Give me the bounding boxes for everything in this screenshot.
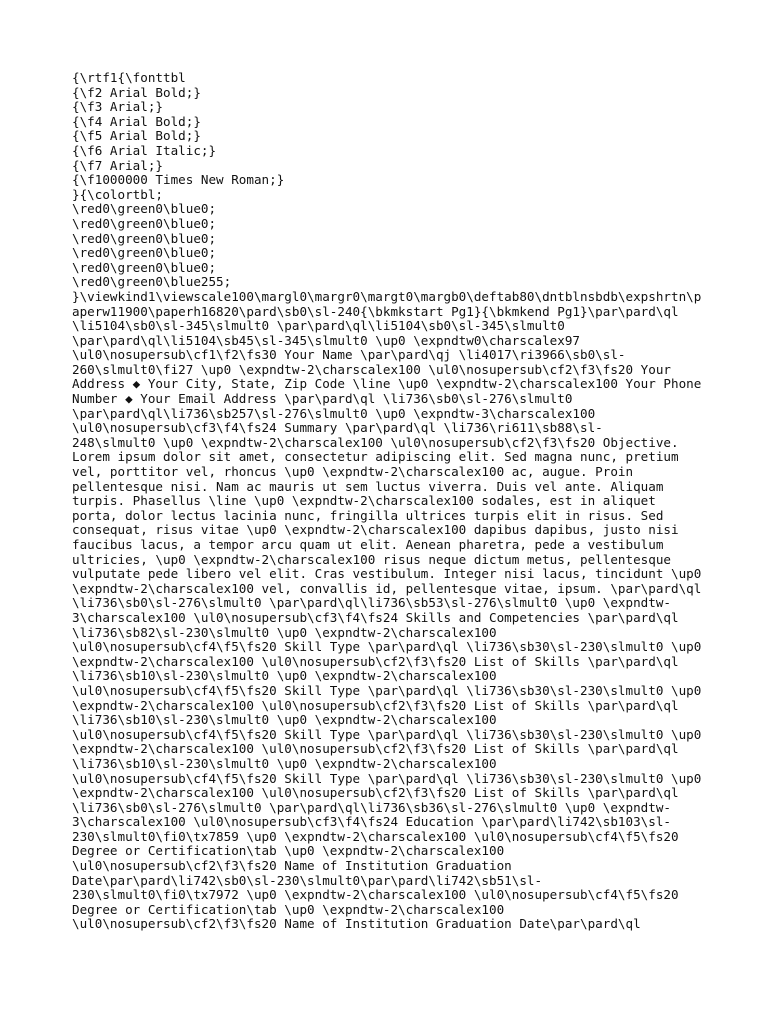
text-line: consequat, risus vitae \up0 \expndtw-2\charscalex100 dapibus dapibus, justo nisi — [72, 522, 679, 538]
text-line: \red0\green0\blue0; — [72, 201, 217, 217]
text-line: faucibus lacus, a tempor arcu quam ut elit. Aenean pharetra, pede a vestibulum — [72, 537, 664, 552]
text-line: \red0\green0\blue255; — [72, 274, 232, 290]
text-line: \red0\green0\blue0; — [72, 215, 217, 231]
text-line: Date\par\pard\li742\sb0\sl-230\slmult0\par\pard\li742\sb51\sl- — [72, 872, 543, 888]
text-line: \li736\sb0\sl-276\slmult0 \par\pard\ql\li736\sb36\sl-276\slmult0 \up0 \expndtw- — [72, 799, 671, 815]
text-line: \li736\sb10\sl-230\slmult0 \up0 \expndtw-2\charscalex100 — [72, 712, 497, 728]
text-line: {\f5 Arial Bold;} — [72, 128, 201, 144]
text-line: }{\colortbl; — [72, 186, 163, 202]
text-line: Address ◆ Your City, State, Zip Code \line \up0 \expndtw-2\charscalex100 Your Phone — [72, 376, 702, 392]
text-line: {\rtf1{\fonttbl — [72, 70, 186, 85]
text-line: {\f2 Arial Bold;} — [72, 84, 201, 100]
text-line: \expndtw-2\charscalex100 \ul0\nosupersub\cf2\f3\fs20 List of Skills \par\pard\ql — [72, 785, 679, 801]
text-line: \expndtw-2\charscalex100 \ul0\nosupersub\cf2\f3\fs20 List of Skills \par\pard\ql — [72, 741, 679, 757]
text-line: 3\charscalex100 \ul0\nosupersub\cf3\f4\fs24 Education \par\pard\li742\sb103\sl- — [72, 814, 671, 830]
text-line: \ul0\nosupersub\cf4\f5\fs20 Skill Type \par\pard\ql \li736\sb30\sl-230\slmult0 \up0 — [72, 682, 702, 698]
text-line: Degree or Certification\tab \up0 \expndtw-2\charscalex100 — [72, 843, 505, 859]
text-line: \red0\green0\blue0; — [72, 245, 217, 261]
text-line: 230\slmult0\fi0\tx7859 \up0 \expndtw-2\charscalex100 \ul0\nosupersub\cf4\f5\fs20 — [72, 828, 679, 844]
text-line: ultricies, \up0 \expndtw-2\charscalex100 risus neque dictum metus, pellentesque — [72, 551, 671, 567]
text-line: Degree or Certification\tab \up0 \expndtw-2\charscalex100 — [72, 901, 505, 917]
text-line: \par\pard\ql\li5104\sb45\sl-345\slmult0 \up0 \expndtw0\charscalex97 — [72, 332, 580, 348]
text-line: aperw11900\paperh16820\pard\sb0\sl-240{\bkmkstart Pg1}{\bkmkend Pg1}\par\pard\ql — [72, 303, 679, 319]
rtf-source-text — [72, 71, 762, 932]
text-line: {\f7 Arial;} — [72, 157, 163, 173]
text-line: \expndtw-2\charscalex100 \ul0\nosupersub\cf2\f3\fs20 List of Skills \par\pard\ql — [72, 697, 679, 713]
text-line: \ul0\nosupersub\cf3\f4\fs24 Summary \par\pard\ql \li736\ri611\sb88\sl- — [72, 420, 603, 436]
text-line: \ul0\nosupersub\cf4\f5\fs20 Skill Type \par\pard\ql \li736\sb30\sl-230\slmult0 \up0 — [72, 639, 702, 655]
text-line: {\f6 Arial Italic;} — [72, 142, 217, 158]
text-line: \li5104\sb0\sl-345\slmult0 \par\pard\ql\li5104\sb0\sl-345\slmult0 — [72, 318, 565, 334]
text-line: {\f1000000 Times New Roman;} — [72, 172, 285, 188]
text-line: \li736\sb10\sl-230\slmult0 \up0 \expndtw-2\charscalex100 — [72, 755, 497, 771]
text-line: {\f4 Arial Bold;} — [72, 113, 201, 129]
text-line: pellentesque nisi. Nam ac mauris ut sem luctus viverra. Duis vel ante. Aliquam — [72, 478, 664, 494]
text-line: 260\slmult0\fi27 \up0 \expndtw-2\charscalex100 \ul0\nosupersub\cf2\f3\fs20 Your — [72, 361, 671, 377]
text-line: \red0\green0\blue0; — [72, 259, 217, 275]
text-line: \ul0\nosupersub\cf4\f5\fs20 Skill Type \par\pard\ql \li736\sb30\sl-230\slmult0 \up0 — [72, 770, 702, 786]
text-line: Number ◆ Your Email Address \par\pard\ql \li736\sb0\sl-276\slmult0 — [72, 391, 573, 407]
text-line: \li736\sb82\sl-230\slmult0 \up0 \expndtw-2\charscalex100 — [72, 624, 497, 640]
text-line: \li736\sb10\sl-230\slmult0 \up0 \expndtw-2\charscalex100 — [72, 668, 497, 684]
text-line: vel, porttitor vel, rhoncus \up0 \expndtw-2\charscalex100 ac, augue. Proin — [72, 464, 634, 480]
text-line: \li736\sb0\sl-276\slmult0 \par\pard\ql\li736\sb53\sl-276\slmult0 \up0 \expndtw- — [72, 595, 671, 611]
text-line: 248\slmult0 \up0 \expndtw-2\charscalex100 \ul0\nosupersub\cf2\f3\fs20 Objective. — [72, 434, 679, 450]
text-line: \ul0\nosupersub\cf2\f3\fs20 Name of Institution Graduation — [72, 858, 512, 874]
text-line: \ul0\nosupersub\cf4\f5\fs20 Skill Type \par\pard\ql \li736\sb30\sl-230\slmult0 \up0 — [72, 726, 702, 742]
text-line: {\f3 Arial;} — [72, 99, 163, 115]
text-line: \par\pard\ql\li736\sb257\sl-276\slmult0 \up0 \expndtw-3\charscalex100 — [72, 405, 596, 421]
text-line: 3\charscalex100 \ul0\nosupersub\cf3\f4\fs24 Skills and Competencies \par\pard\ql — [72, 609, 679, 625]
text-line: \ul0\nosupersub\cf2\f3\fs20 Name of Institution Graduation Date\par\pard\ql — [72, 916, 641, 932]
text-line: \ul0\nosupersub\cf1\f2\fs30 Your Name \par\pard\qj \li4017\ri3966\sb0\sl- — [72, 347, 626, 363]
text-line: \expndtw-2\charscalex100 \ul0\nosupersub\cf2\f3\fs20 List of Skills \par\pard\ql — [72, 653, 679, 669]
text-line: }\viewkind1\viewscale100\margl0\margr0\margt0\margb0\deftab80\dntblnsbdb\expshrtn\p — [72, 288, 702, 304]
text-line: turpis. Phasellus \line \up0 \expndtw-2\charscalex100 sodales, est in aliquet — [72, 493, 656, 509]
text-line: porta, dolor lectus lacinia nunc, fringilla ultrices turpis elit in risus. Sed — [72, 507, 664, 523]
text-line: \expndtw-2\charscalex100 vel, convallis id, pellentesque vitae, ipsum. \par\pard\ql — [72, 580, 702, 596]
text-line: vulputate pede libero vel elit. Cras vestibulum. Integer nisi lacus, tincidunt \up0 — [72, 566, 702, 582]
text-line: Lorem ipsum dolor sit amet, consectetur adipiscing elit. Sed magna nunc, pretium — [72, 449, 679, 465]
text-line: 230\slmult0\fi0\tx7972 \up0 \expndtw-2\charscalex100 \ul0\nosupersub\cf4\f5\fs20 — [72, 887, 679, 903]
text-line: \red0\green0\blue0; — [72, 230, 217, 246]
